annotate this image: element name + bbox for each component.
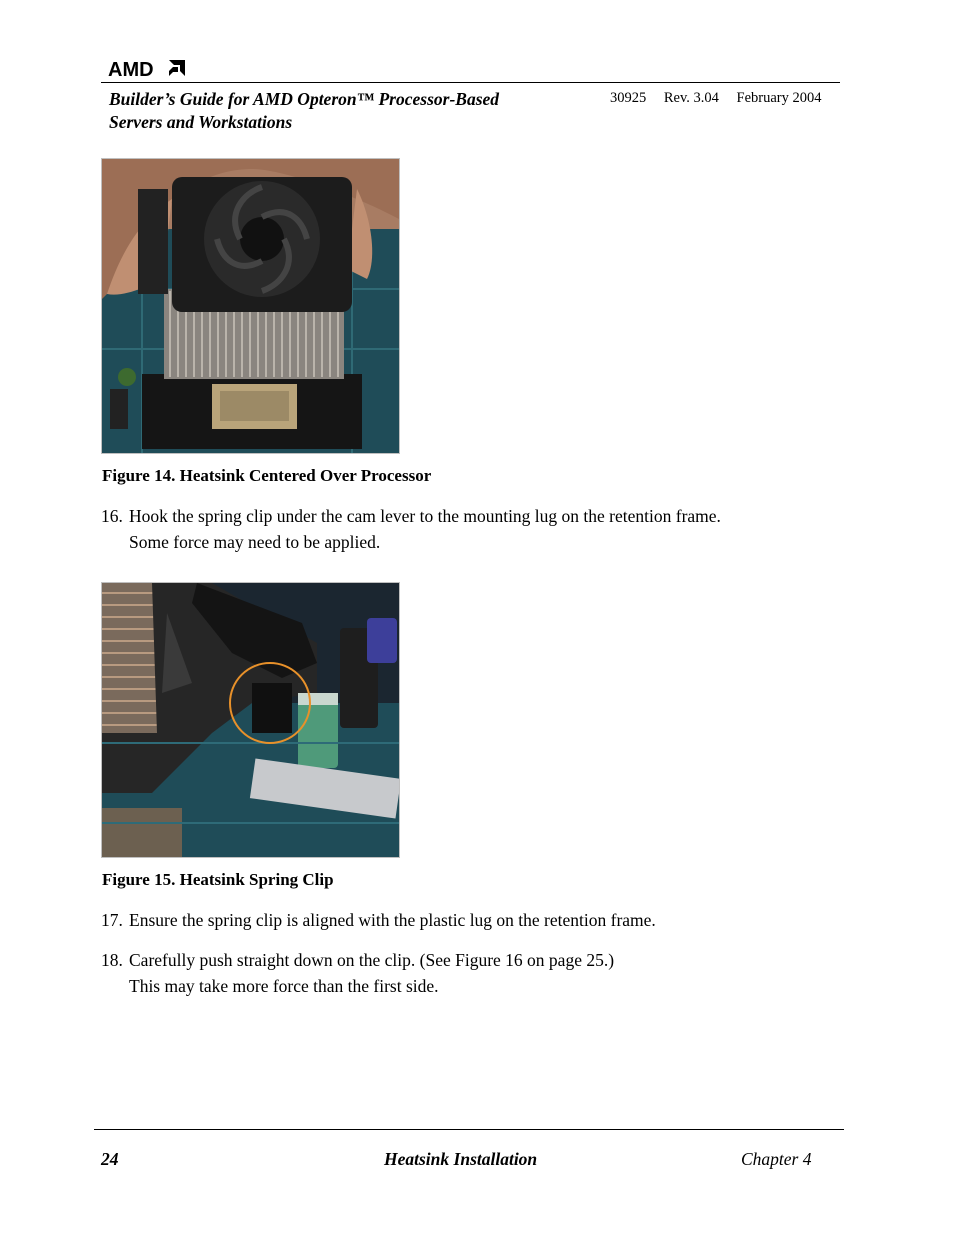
document-title-line-2: Servers and Workstations [109,112,293,132]
figure-14-caption: Figure 14. Heatsink Centered Over Processor [102,466,432,485]
step-18 [101,947,841,999]
page-number: 24 [101,1149,119,1169]
document-title [109,88,579,134]
amd-arrow-icon [169,60,185,76]
footer-rule [94,1129,844,1130]
step-number: 16. [101,506,123,526]
document-meta [610,88,822,108]
header-rule [101,82,840,83]
step-number: 17. [101,910,123,930]
step-text-line-2: Some force may need to be applied. [129,532,381,552]
footer-section-title: Heatsink Installation [384,1149,538,1169]
figure-14-photo [101,158,400,454]
step-text-line-2: This may take more force than the first side. [129,976,439,996]
doc-number: 30925 [610,90,647,106]
step-16 [101,503,841,555]
step-number: 18. [101,950,123,970]
figure-15-caption: Figure 15. Heatsink Spring Clip [102,870,334,889]
step-text-line-1: Ensure the spring clip is aligned with the plastic lug on the retention frame. [129,910,656,930]
document-title-line-1: Builder’s Guide for AMD Opteron™ Processor-Based [109,89,500,109]
footer-chapter: Chapter 4 [741,1149,812,1169]
doc-revision: Rev. 3.04 [663,90,719,106]
step-text-line-1: Hook the spring clip under the cam lever to the mounting lug on the retention frame. [129,506,721,526]
doc-date: February 2004 [736,90,822,106]
figure-15-photo [101,582,400,858]
amd-logo [108,58,188,80]
amd-logo-text: AMD [108,59,154,80]
step-17 [101,907,841,933]
step-text-line-1: Carefully push straight down on the clip. (See Figure 16 on page 25.) [129,950,615,970]
